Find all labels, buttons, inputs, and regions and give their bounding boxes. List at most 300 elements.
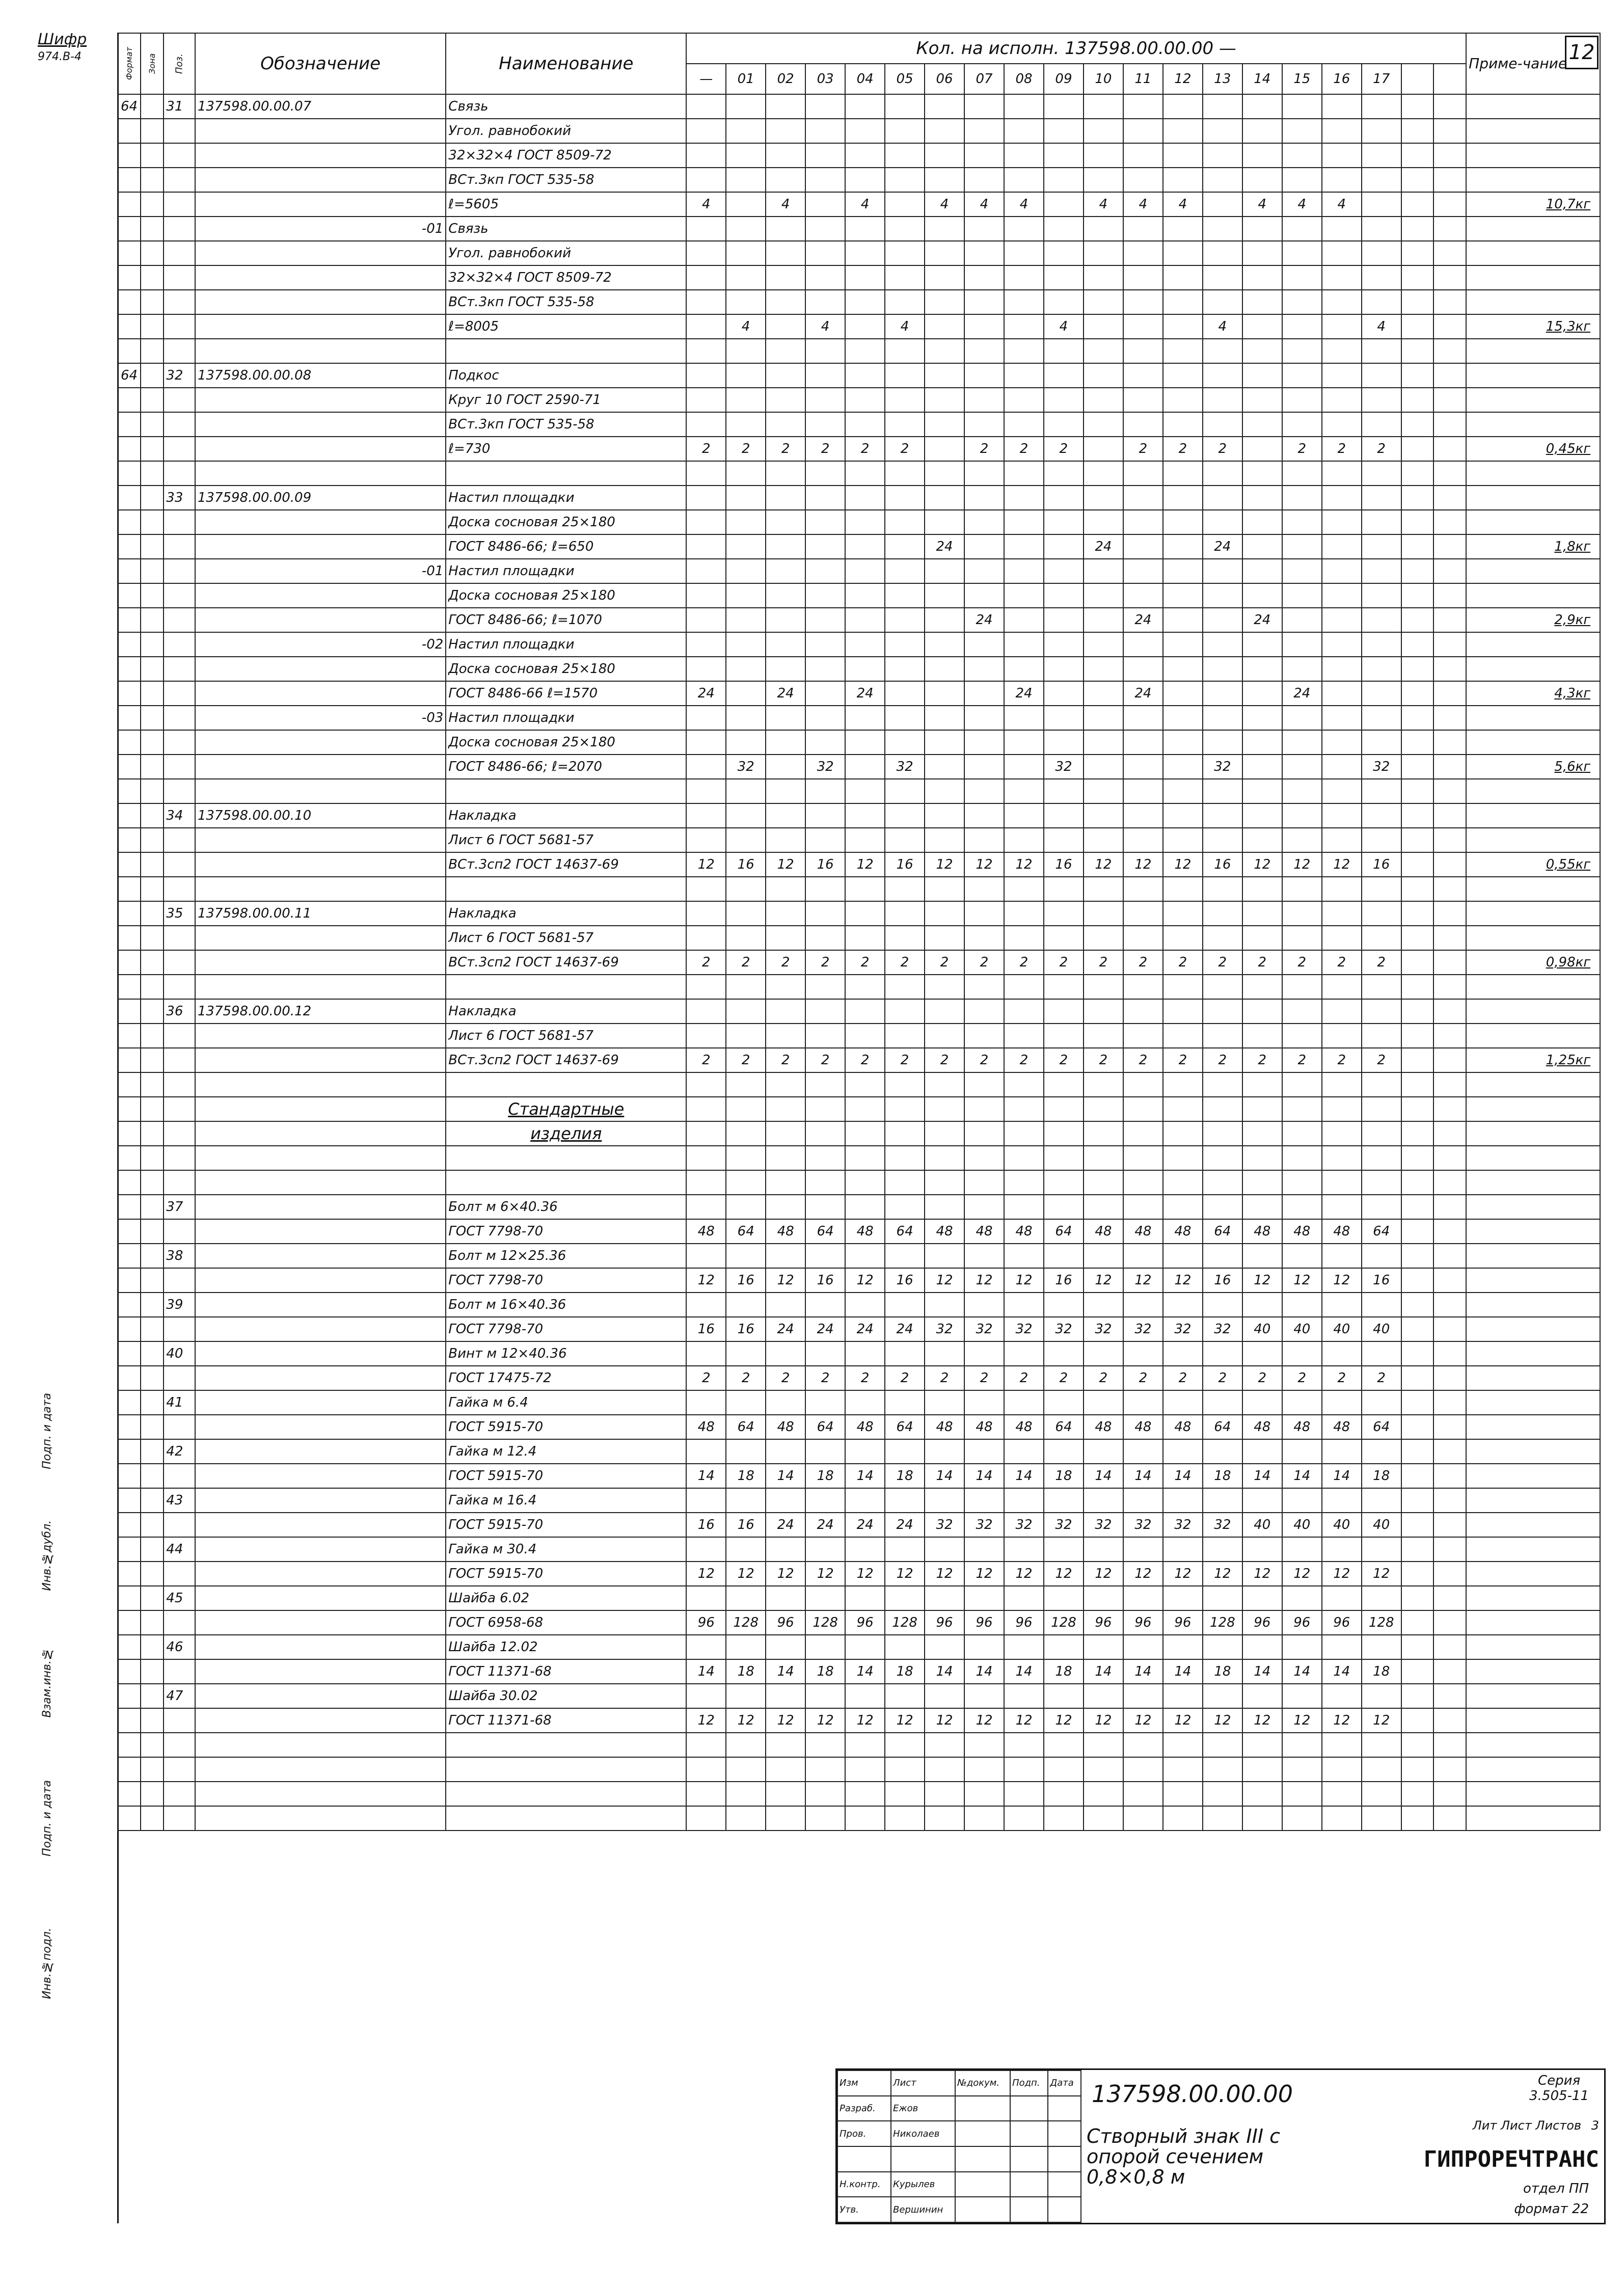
name-cell: ℓ=5605	[446, 192, 686, 217]
quantity-cell	[845, 143, 885, 168]
quantity-cell	[925, 1244, 964, 1268]
quantity-cell	[925, 1782, 964, 1806]
revision-cell: Ежов	[891, 2096, 955, 2121]
quantity-cell	[1004, 779, 1044, 803]
quantity-cell	[1123, 1806, 1163, 1831]
quantity-cell	[1044, 94, 1084, 119]
quantity-cell	[805, 901, 845, 926]
quantity-cell	[1362, 828, 1401, 852]
format-cell	[118, 901, 141, 926]
note-cell	[1466, 657, 1600, 681]
quantity-cell	[1322, 828, 1362, 852]
quantity-cell	[964, 999, 1004, 1024]
quantity-cell	[805, 1806, 845, 1831]
zone-cell	[141, 657, 164, 681]
format-cell	[118, 1782, 141, 1806]
title-block	[835, 2068, 1606, 2224]
quantity-cell	[805, 388, 845, 412]
note-cell	[1466, 1097, 1600, 1121]
quantity-cell	[1044, 657, 1084, 681]
quantity-cell	[964, 1806, 1004, 1831]
quantity-cell	[1044, 1244, 1084, 1268]
quantity-cell	[1322, 1733, 1362, 1757]
name-cell	[446, 1757, 686, 1782]
quantity-cell	[1322, 583, 1362, 608]
quantity-cell: 4	[686, 192, 726, 217]
quantity-cell	[1044, 1121, 1084, 1146]
quantity-cell	[964, 1072, 1004, 1097]
zone-cell	[141, 1586, 164, 1610]
quantity-cell	[885, 1293, 925, 1317]
designation-cell: 137598.00.00.08	[195, 363, 446, 388]
quantity-cell	[726, 412, 766, 437]
quantity-cell	[1203, 363, 1242, 388]
quantity-cell	[1362, 1635, 1401, 1659]
quantity-cell	[686, 877, 726, 901]
format-cell	[118, 1121, 141, 1146]
quantity-cell	[1163, 363, 1203, 388]
quantity-cell	[1004, 1586, 1044, 1610]
designation-cell	[195, 1439, 446, 1464]
quantity-cell: 40	[1282, 1513, 1322, 1537]
quantity-cell	[964, 1733, 1004, 1757]
quantity-cell	[1242, 217, 1282, 241]
quantity-cell	[1084, 608, 1123, 632]
quantity-cell	[1362, 1293, 1401, 1317]
quantity-cell	[1282, 1341, 1322, 1366]
quantity-cell: 2	[885, 950, 925, 975]
quantity-cell: 32	[1044, 1513, 1084, 1537]
revision-cell: Разраб.	[837, 2096, 891, 2121]
quantity-cell	[766, 877, 805, 901]
quantity-cell	[1362, 1684, 1401, 1708]
quantity-cell	[1123, 1390, 1163, 1415]
quantity-cell	[1433, 1390, 1466, 1415]
quantity-cell	[1242, 1121, 1282, 1146]
quantity-cell: 128	[885, 1610, 925, 1635]
position-cell	[164, 730, 195, 755]
quantity-cell	[1362, 143, 1401, 168]
revision-cell	[1010, 2172, 1048, 2197]
quantity-cell	[845, 412, 885, 437]
quantity-cell	[726, 119, 766, 143]
quantity-cell	[766, 1537, 805, 1562]
quantity-cell	[845, 632, 885, 657]
position-cell	[164, 510, 195, 534]
quantity-cell: 12	[1282, 1562, 1322, 1586]
quantity-cell	[805, 1097, 845, 1121]
quantity-cell	[1401, 1708, 1434, 1733]
quantity-cell: 12	[1004, 852, 1044, 877]
format-cell	[118, 1537, 141, 1562]
designation-cell	[195, 461, 446, 486]
quantity-cell: 32	[1203, 755, 1242, 779]
quantity-cell	[1044, 828, 1084, 852]
quantity-cell	[845, 265, 885, 290]
quantity-cell: 12	[1084, 1562, 1123, 1586]
quantity-cell	[1004, 730, 1044, 755]
quantity-cell	[1084, 632, 1123, 657]
quantity-cell	[885, 217, 925, 241]
position-cell	[164, 1268, 195, 1293]
quantity-cell	[885, 1586, 925, 1610]
quantity-cell	[1362, 1146, 1401, 1170]
quantity-cell	[885, 94, 925, 119]
quantity-cell	[805, 1635, 845, 1659]
quantity-cell	[845, 1024, 885, 1048]
name-cell: ГОСТ 6958-68	[446, 1610, 686, 1635]
table-row	[118, 290, 1600, 314]
quantity-cell: 12	[686, 852, 726, 877]
quantity-cell	[1004, 1390, 1044, 1415]
designation-cell	[195, 681, 446, 706]
quantity-cell	[1362, 1733, 1401, 1757]
quantity-cell: 24	[845, 681, 885, 706]
table-row	[118, 559, 1600, 583]
quantity-cell	[1004, 877, 1044, 901]
quantity-cell	[925, 1341, 964, 1366]
position-cell	[164, 926, 195, 950]
quantity-cell	[845, 119, 885, 143]
quantity-cell: 2	[925, 1048, 964, 1072]
note-cell	[1466, 168, 1600, 192]
quantity-cell	[1282, 534, 1322, 559]
quantity-cell: 12	[925, 852, 964, 877]
zone-cell	[141, 926, 164, 950]
sheet-info	[1473, 2118, 1599, 2133]
quantity-cell	[726, 339, 766, 363]
series-block	[1529, 2073, 1589, 2104]
note-cell	[1466, 143, 1600, 168]
quantity-cell	[1322, 1024, 1362, 1048]
quantity-cell: 2	[1004, 437, 1044, 461]
note-cell	[1466, 217, 1600, 241]
quantity-cell: 32	[1203, 1317, 1242, 1341]
quantity-cell	[726, 94, 766, 119]
quantity-cell	[845, 1733, 885, 1757]
quantity-cell	[1401, 608, 1434, 632]
name-cell: Лист 6 ГОСТ 5681-57	[446, 828, 686, 852]
note-cell: 2,9кг	[1466, 608, 1600, 632]
quantity-cell	[1004, 1244, 1044, 1268]
position-cell	[164, 143, 195, 168]
quantity-cell	[1282, 461, 1322, 486]
name-cell: ГОСТ 8486-66; ℓ=1070	[446, 608, 686, 632]
quantity-cell	[1242, 265, 1282, 290]
designation-cell: -02	[195, 632, 446, 657]
designation-cell	[195, 1195, 446, 1219]
quantity-cell	[885, 1684, 925, 1708]
quantity-cell	[1242, 999, 1282, 1024]
quantity-cell	[1362, 265, 1401, 290]
quantity-cell: 48	[766, 1219, 805, 1244]
quantity-cell	[1084, 559, 1123, 583]
quantity-cell: 48	[1282, 1415, 1322, 1439]
zone-cell	[141, 681, 164, 706]
table-row	[118, 1782, 1600, 1806]
quantity-cell	[925, 241, 964, 265]
quantity-cell	[1084, 681, 1123, 706]
quantity-cell	[1044, 1782, 1084, 1806]
note-cell	[1466, 828, 1600, 852]
quantity-cell	[686, 1341, 726, 1366]
quantity-cell	[1433, 1684, 1466, 1708]
quantity-cell	[1123, 975, 1163, 999]
quantity-cell: 12	[1203, 1708, 1242, 1733]
zone-cell	[141, 1390, 164, 1415]
designation-cell	[195, 755, 446, 779]
zone-cell	[141, 290, 164, 314]
quantity-cell	[1433, 1488, 1466, 1513]
quantity-cell: 48	[1084, 1219, 1123, 1244]
quantity-cell	[885, 1733, 925, 1757]
quantity-cell	[1123, 1635, 1163, 1659]
quantity-cell	[1123, 803, 1163, 828]
quantity-cell: 12	[1163, 852, 1203, 877]
quantity-cell	[845, 1341, 885, 1366]
quantity-cell	[1433, 265, 1466, 290]
quantity-cell	[964, 1586, 1004, 1610]
zone-cell	[141, 632, 164, 657]
quantity-cell	[1401, 192, 1434, 217]
quantity-cell: 12	[686, 1562, 726, 1586]
note-cell: 5,6кг	[1466, 755, 1600, 779]
note-cell	[1466, 1219, 1600, 1244]
zone-cell	[141, 437, 164, 461]
quantity-cell: 64	[1362, 1415, 1401, 1439]
name-cell	[446, 1782, 686, 1806]
quantity-cell	[845, 1757, 885, 1782]
quantity-cell	[1401, 339, 1434, 363]
revision-cell	[891, 2146, 955, 2172]
quantity-cell	[726, 1488, 766, 1513]
format-cell	[118, 877, 141, 901]
quantity-cell	[1433, 975, 1466, 999]
designation-cell	[195, 1733, 446, 1757]
quantity-cell	[885, 510, 925, 534]
quantity-cell	[964, 1024, 1004, 1048]
designation-cell	[195, 1390, 446, 1415]
position-cell	[164, 1366, 195, 1390]
name-cell: ГОСТ 7798-70	[446, 1219, 686, 1244]
quantity-cell	[1004, 926, 1044, 950]
format-cell	[118, 412, 141, 437]
quantity-cell	[925, 1121, 964, 1146]
format-cell	[118, 755, 141, 779]
quantity-cell	[1044, 143, 1084, 168]
quantity-cell	[686, 1072, 726, 1097]
quantity-cell	[1084, 339, 1123, 363]
quantity-cell	[1322, 363, 1362, 388]
quantity-cell	[1322, 681, 1362, 706]
quantity-cell: 12	[1242, 1708, 1282, 1733]
quantity-cell: 18	[726, 1464, 766, 1488]
quantity-cell	[1084, 1635, 1123, 1659]
quantity-cell: 12	[925, 1562, 964, 1586]
quantity-cell: 12	[1044, 1708, 1084, 1733]
quantity-cell: 12	[1123, 852, 1163, 877]
quantity-cell: 32	[925, 1513, 964, 1537]
quantity-cell	[1401, 1537, 1434, 1562]
quantity-cell	[766, 241, 805, 265]
table-row	[118, 1610, 1600, 1635]
zone-cell	[141, 999, 164, 1024]
quantity-cell	[1362, 999, 1401, 1024]
quantity-cell	[766, 1170, 805, 1195]
format-cell	[118, 1244, 141, 1268]
quantity-cell: 128	[805, 1610, 845, 1635]
quantity-cell: 2	[766, 1366, 805, 1390]
quantity-cell	[726, 1121, 766, 1146]
zone-cell	[141, 534, 164, 559]
quantity-cell	[805, 363, 845, 388]
quantity-cell	[805, 1170, 845, 1195]
quantity-cell: 16	[1362, 1268, 1401, 1293]
quantity-cell	[766, 1684, 805, 1708]
quantity-cell	[1203, 1733, 1242, 1757]
quantity-cell	[1322, 877, 1362, 901]
quantity-cell	[1322, 1684, 1362, 1708]
zone-cell	[141, 877, 164, 901]
quantity-cell	[1401, 1024, 1434, 1048]
quantity-cell	[1163, 681, 1203, 706]
table-row	[118, 486, 1600, 510]
quantity-cell	[1322, 143, 1362, 168]
zone-cell	[141, 1048, 164, 1072]
revision-cell: Вершинин	[891, 2197, 955, 2222]
quantity-cell	[1004, 1537, 1044, 1562]
designation-cell: -01	[195, 559, 446, 583]
quantity-cell	[885, 290, 925, 314]
quantity-cell	[1322, 1488, 1362, 1513]
quantity-cell	[1004, 999, 1044, 1024]
quantity-cell	[726, 192, 766, 217]
quantity-cell	[1044, 1439, 1084, 1464]
quantity-cell: 14	[1084, 1659, 1123, 1684]
quantity-cell	[805, 217, 845, 241]
table-row	[118, 1439, 1600, 1464]
position-cell	[164, 1415, 195, 1439]
quantity-cell	[925, 1146, 964, 1170]
quantity-cell: 48	[1322, 1219, 1362, 1244]
quantity-cell	[766, 119, 805, 143]
quantity-cell	[1163, 461, 1203, 486]
quantity-cell: 2	[925, 950, 964, 975]
table-row	[118, 1684, 1600, 1708]
designation-cell	[195, 265, 446, 290]
note-cell	[1466, 1733, 1600, 1757]
quantity-cell	[686, 1121, 726, 1146]
quantity-cell	[1044, 1072, 1084, 1097]
quantity-cell	[885, 486, 925, 510]
quantity-cell	[1322, 755, 1362, 779]
quantity-cell	[1084, 388, 1123, 412]
quantity-cell	[964, 1635, 1004, 1659]
zone-cell	[141, 1757, 164, 1782]
format-cell	[118, 657, 141, 681]
quantity-cell	[885, 1024, 925, 1048]
quantity-cell: 12	[726, 1562, 766, 1586]
quantity-cell	[766, 1390, 805, 1415]
quantity-cell: 24	[1242, 608, 1282, 632]
table-row	[118, 1586, 1600, 1610]
quantity-cell: 64	[1203, 1219, 1242, 1244]
designation-cell: 137598.00.00.10	[195, 803, 446, 828]
note-cell	[1466, 632, 1600, 657]
quantity-cell	[1123, 1146, 1163, 1170]
quantity-cell	[686, 828, 726, 852]
quantity-cell: 96	[1163, 1610, 1203, 1635]
quantity-cell	[805, 559, 845, 583]
quantity-cell	[885, 559, 925, 583]
variant-header: 03	[805, 64, 845, 94]
quantity-cell	[845, 1635, 885, 1659]
quantity-cell	[1322, 1195, 1362, 1219]
quantity-cell: 24	[805, 1317, 845, 1341]
quantity-cell	[885, 1195, 925, 1219]
quantity-cell	[686, 363, 726, 388]
name-cell: Связь	[446, 217, 686, 241]
quantity-cell	[805, 608, 845, 632]
name-cell: Настил площадки	[446, 632, 686, 657]
revision-cell: Дата	[1048, 2070, 1081, 2096]
quantity-cell	[845, 999, 885, 1024]
quantity-cell	[964, 265, 1004, 290]
quantity-cell	[1282, 1684, 1322, 1708]
quantity-cell	[1362, 363, 1401, 388]
table-row	[118, 461, 1600, 486]
quantity-cell: 24	[1123, 681, 1163, 706]
quantity-cell	[726, 486, 766, 510]
quantity-cell	[1163, 143, 1203, 168]
quantity-cell	[1163, 1293, 1203, 1317]
format-cell	[118, 1317, 141, 1341]
name-cell: 32×32×4 ГОСТ 8509-72	[446, 265, 686, 290]
quantity-cell: 24	[845, 1513, 885, 1537]
name-cell: ГОСТ 17475-72	[446, 1366, 686, 1390]
quantity-cell: 16	[805, 852, 845, 877]
quantity-cell	[686, 290, 726, 314]
quantity-cell	[1433, 828, 1466, 852]
quantity-cell	[1203, 1488, 1242, 1513]
quantity-cell: 96	[925, 1610, 964, 1635]
zone-cell	[141, 1121, 164, 1146]
quantity-cell	[1433, 755, 1466, 779]
quantity-cell: 96	[845, 1610, 885, 1635]
quantity-cell	[766, 1488, 805, 1513]
name-cell: Гайка м 16.4	[446, 1488, 686, 1513]
quantity-cell	[726, 1733, 766, 1757]
quantity-cell	[885, 388, 925, 412]
format-cell	[118, 1806, 141, 1831]
quantity-cell: 32	[1203, 1513, 1242, 1537]
quantity-cell	[1123, 486, 1163, 510]
quantity-cell	[1433, 1513, 1466, 1537]
quantity-cell: 2	[885, 1048, 925, 1072]
quantity-cell	[1362, 192, 1401, 217]
quantity-cell	[1322, 1293, 1362, 1317]
quantity-cell	[1203, 1024, 1242, 1048]
format-cell	[118, 706, 141, 730]
quantity-cell: 4	[1282, 192, 1322, 217]
quantity-cell	[1044, 1341, 1084, 1366]
quantity-cell	[805, 999, 845, 1024]
quantity-cell	[805, 265, 845, 290]
quantity-cell	[964, 241, 1004, 265]
quantity-cell	[1433, 168, 1466, 192]
quantity-cell	[1401, 1195, 1434, 1219]
quantity-cell	[766, 1244, 805, 1268]
